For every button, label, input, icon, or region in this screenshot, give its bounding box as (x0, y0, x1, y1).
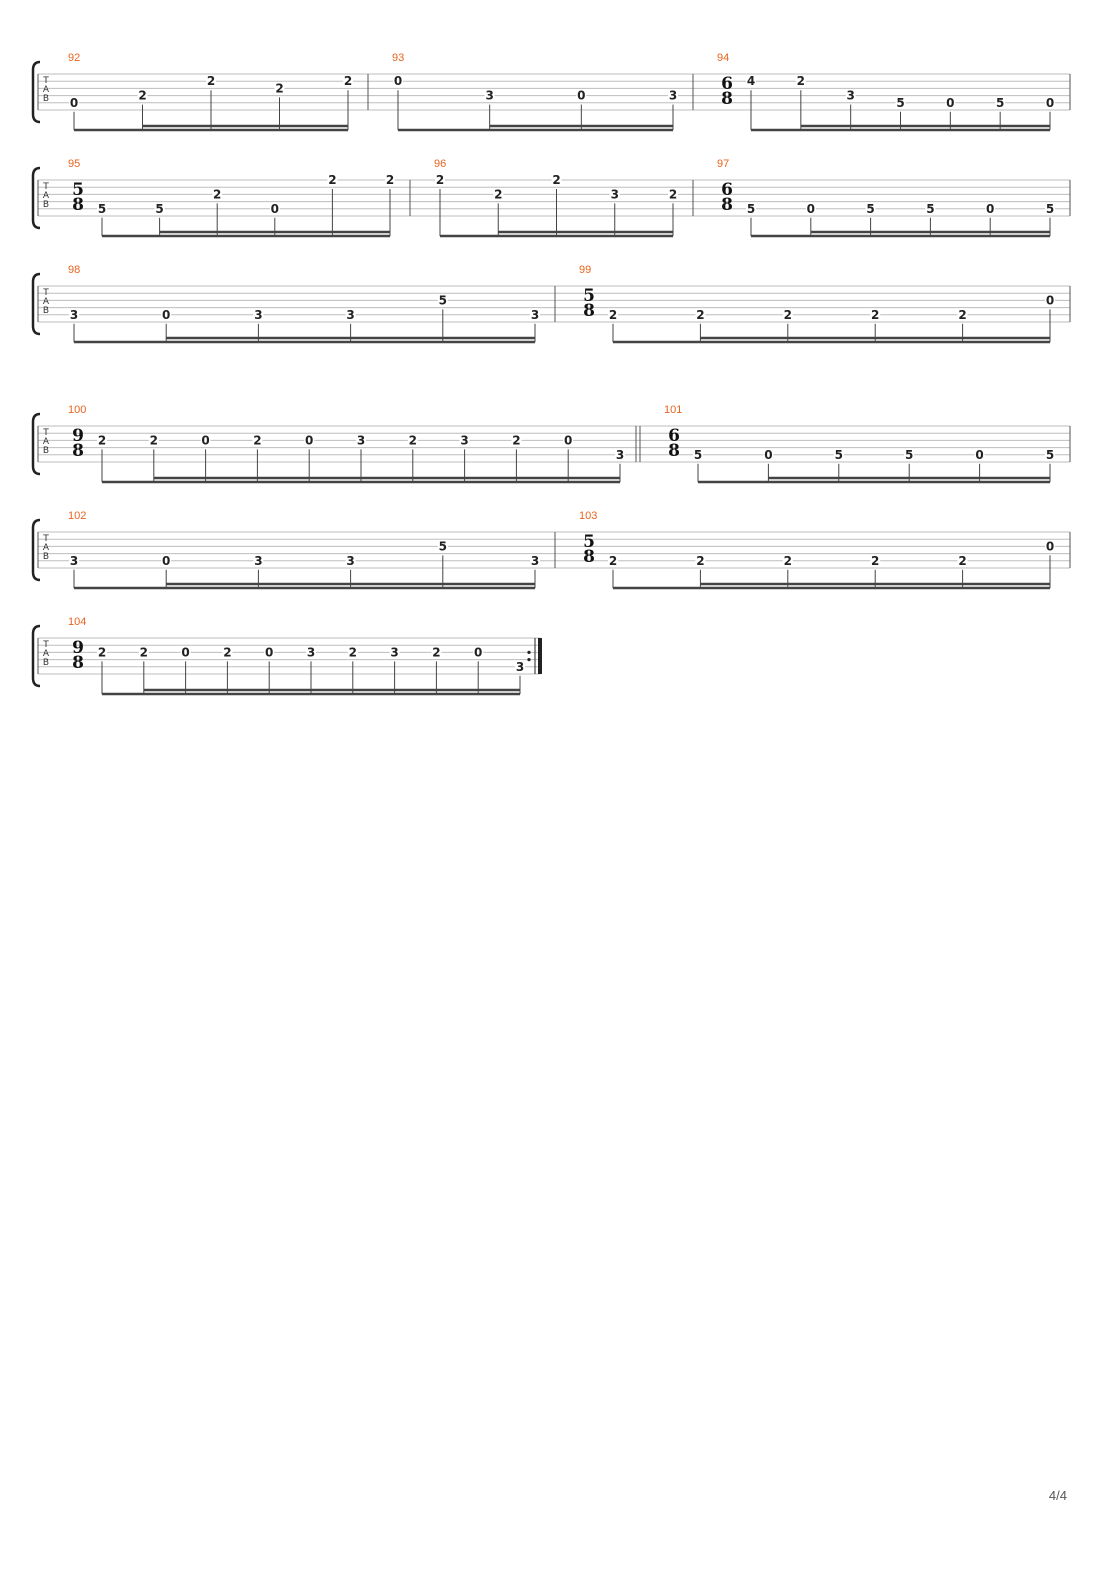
time-signature-numerator: 5 (583, 532, 595, 552)
fret-number: 3 (485, 88, 494, 103)
fret-number: 3 (530, 307, 540, 322)
measure-number: 100 (68, 404, 87, 416)
fret-number: 5 (1045, 201, 1055, 216)
fret-number: 5 (97, 201, 107, 216)
fret-number: 0 (1045, 95, 1055, 110)
fret-number: 3 (346, 553, 355, 568)
measure-number: 102 (68, 510, 87, 522)
fret-number: 5 (438, 293, 447, 308)
fret-number: 3 (610, 187, 619, 202)
fret-number: 5 (926, 201, 935, 216)
measure (693, 158, 1055, 236)
fret-number: 2 (223, 645, 232, 660)
tab-clef-label: A (42, 649, 50, 659)
fret-number: 4 (746, 74, 756, 89)
fret-number: 0 (181, 645, 190, 660)
repeat-dot (527, 658, 530, 661)
fret-number: 2 (668, 187, 678, 202)
fret-number: 2 (871, 553, 880, 568)
fret-number: 0 (201, 433, 210, 448)
fret-number: 3 (69, 553, 79, 568)
fret-number: 5 (746, 201, 756, 216)
fret-number: 3 (254, 553, 263, 568)
tab-system (33, 510, 1070, 588)
fret-number: 3 (668, 88, 678, 103)
time-signature-denominator: 8 (721, 195, 733, 215)
time-signature-numerator: 9 (72, 638, 84, 658)
time-signature-denominator: 8 (72, 195, 84, 215)
tab-clef-label: A (42, 543, 50, 553)
fret-number: 0 (474, 645, 483, 660)
measure (68, 510, 540, 588)
fret-number: 2 (206, 74, 216, 89)
time-signature-denominator: 8 (721, 89, 733, 109)
fret-number: 0 (764, 447, 773, 462)
fret-number: 5 (438, 539, 447, 554)
tab-clef-label: A (42, 437, 50, 447)
measure (640, 404, 1055, 482)
fret-number: 2 (348, 645, 357, 660)
fret-number: 0 (270, 201, 279, 216)
measure-number: 103 (579, 510, 598, 522)
tab-system (33, 264, 1070, 342)
time-signature-numerator: 9 (72, 426, 84, 446)
measure-number: 93 (392, 52, 405, 64)
fret-number: 3 (306, 645, 316, 660)
measure (68, 404, 625, 482)
fret-number: 2 (408, 433, 417, 448)
fret-number: 2 (608, 553, 618, 568)
fret-number: 3 (390, 645, 399, 660)
fret-number: 2 (149, 433, 158, 448)
measure-number: 99 (579, 264, 592, 276)
tab-clef-label: A (42, 85, 50, 95)
time-signature-denominator: 8 (583, 547, 595, 567)
fret-number: 3 (615, 447, 625, 462)
page-number: 4/4 (1048, 1488, 1067, 1503)
tab-clef-label: B (42, 658, 50, 668)
measure-number: 101 (664, 404, 683, 416)
repeat-dot (527, 651, 530, 654)
fret-number: 2 (432, 645, 441, 660)
fret-number: 0 (986, 201, 995, 216)
fret-number: 5 (1045, 447, 1055, 462)
fret-number: 2 (958, 553, 967, 568)
tab-clef-label: T (43, 428, 49, 438)
measure (368, 52, 678, 130)
fret-number: 3 (846, 88, 855, 103)
time-signature-numerator: 6 (721, 180, 733, 200)
tab-clef-label: B (42, 306, 50, 316)
fret-number: 2 (385, 173, 395, 187)
fret-number: 2 (253, 433, 262, 448)
fret-number: 2 (97, 433, 107, 448)
time-signature-numerator: 6 (721, 74, 733, 94)
system-bracket (33, 626, 40, 686)
fret-number: 2 (512, 433, 521, 448)
fret-number: 5 (995, 95, 1005, 110)
fret-number: 2 (871, 307, 880, 322)
fret-number: 0 (975, 447, 984, 462)
tab-clef-label: A (42, 297, 50, 307)
fret-number: 0 (806, 201, 815, 216)
tab-clef-label: T (43, 76, 49, 86)
fret-number: 3 (515, 659, 525, 674)
fret-number: 2 (696, 553, 705, 568)
fret-number: 2 (97, 645, 107, 660)
time-signature-numerator: 5 (583, 286, 595, 306)
tab-clef-label: T (43, 640, 49, 650)
measure (68, 158, 395, 236)
time-signature-denominator: 8 (583, 301, 595, 321)
fret-number: 2 (783, 307, 792, 322)
fret-number: 5 (905, 447, 914, 462)
fret-number: 2 (275, 81, 284, 96)
fret-number: 2 (343, 74, 353, 89)
system-bracket (33, 274, 40, 334)
measure-number: 96 (434, 158, 447, 170)
fret-number: 2 (328, 173, 337, 187)
measure (555, 264, 1055, 342)
system-bracket (33, 62, 40, 122)
tab-system (33, 404, 1070, 482)
measure-number: 97 (717, 158, 730, 170)
tab-clef-label: T (43, 182, 49, 192)
fret-number: 2 (696, 307, 705, 322)
fret-number: 0 (305, 433, 314, 448)
system-bracket (33, 520, 40, 580)
system-bracket (33, 414, 40, 474)
fret-number: 3 (356, 433, 366, 448)
fret-number: 0 (1045, 539, 1055, 554)
fret-number: 5 (693, 447, 703, 462)
fret-number: 2 (139, 645, 148, 660)
tab-clef-label: T (43, 534, 49, 544)
fret-number: 0 (577, 88, 586, 103)
time-signature-numerator: 6 (668, 426, 680, 446)
measure (68, 264, 540, 342)
tab-system (33, 158, 1070, 236)
fret-number: 2 (783, 553, 792, 568)
measure (555, 510, 1055, 588)
fret-number: 3 (530, 553, 540, 568)
tab-clef-label: B (42, 446, 50, 456)
fret-number: 0 (1045, 293, 1055, 308)
fret-number: 0 (69, 95, 79, 110)
time-signature-denominator: 8 (72, 441, 84, 461)
tab-clef-label: B (42, 200, 50, 210)
measure (693, 52, 1055, 130)
measure-number: 98 (68, 264, 81, 276)
fret-number: 5 (834, 447, 843, 462)
fret-number: 3 (460, 433, 469, 448)
fret-number: 2 (552, 173, 561, 187)
measure (68, 52, 353, 130)
fret-number: 0 (265, 645, 274, 660)
fret-number: 2 (608, 307, 618, 322)
fret-number: 3 (69, 307, 79, 322)
fret-number: 3 (254, 307, 263, 322)
time-signature-denominator: 8 (668, 441, 680, 461)
fret-number: 3 (346, 307, 355, 322)
tab-clef-label: A (42, 191, 50, 201)
tab-clef-label: B (42, 94, 50, 104)
measure-number: 104 (68, 616, 87, 628)
fret-number: 5 (866, 201, 875, 216)
measure-number: 95 (68, 158, 81, 170)
measure (68, 616, 525, 694)
time-signature-numerator: 5 (72, 180, 84, 200)
tab-system (33, 616, 540, 694)
measure-number: 92 (68, 52, 81, 64)
measure-number: 94 (717, 52, 730, 64)
fret-number: 5 (896, 95, 905, 110)
tab-system (33, 52, 1070, 130)
measure (410, 158, 678, 236)
fret-number: 2 (796, 74, 806, 89)
fret-number: 2 (138, 88, 147, 103)
fret-number: 0 (162, 553, 171, 568)
fret-number: 0 (564, 433, 573, 448)
system-bracket (33, 168, 40, 228)
fret-number: 2 (435, 173, 445, 187)
fret-number: 2 (213, 187, 222, 202)
tab-clef-label: T (43, 288, 49, 298)
fret-number: 2 (494, 187, 503, 202)
fret-number: 0 (946, 95, 955, 110)
fret-number: 2 (958, 307, 967, 322)
fret-number: 5 (155, 201, 164, 216)
time-signature-denominator: 8 (72, 653, 84, 673)
fret-number: 0 (393, 74, 403, 89)
tab-clef-label: B (42, 552, 50, 562)
fret-number: 0 (162, 307, 171, 322)
